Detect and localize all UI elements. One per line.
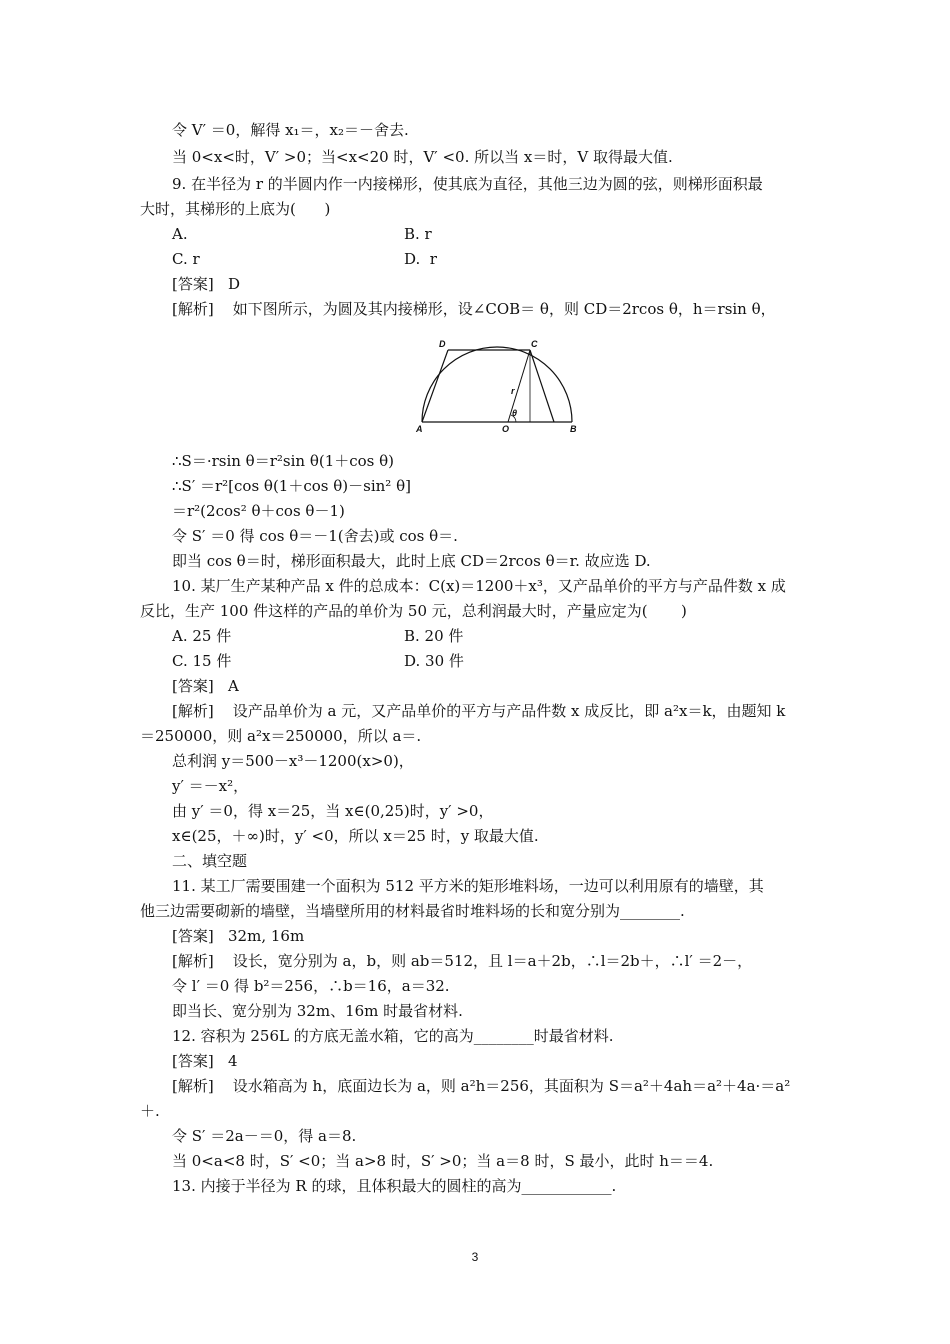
text-line <box>0 1149 950 1173</box>
line-text: x∈(25，＋∞)时，y′ <0，所以 x＝25 时，y 取最大值. <box>172 827 539 845</box>
text-line <box>0 724 950 748</box>
text-line <box>0 749 950 773</box>
text-line <box>0 974 950 998</box>
chord-ad <box>422 350 448 422</box>
text-line <box>0 474 950 498</box>
text-line <box>0 849 950 873</box>
text-line <box>0 222 950 246</box>
line-text: 11. 某工厂需要围建一个面积为 512 平方米的矩形堆料场，一边可以利用原有的墙壁，其 <box>172 877 764 895</box>
text-line <box>0 449 950 473</box>
line-text: [答案] 32m, 16m <box>172 927 305 945</box>
page-number: 3 <box>471 1250 479 1264</box>
line-text: 令 S′ ＝0 得 cos θ＝－1(舍去)或 cos θ＝. <box>172 527 458 545</box>
line-text: [解析] 设长，宽分别为 a，b，则 ab＝512，且 l＝a＋2b，∴l＝2b＋，∴l′ ＝2－， <box>172 952 753 970</box>
text-line <box>0 145 950 169</box>
text-line <box>0 272 950 296</box>
label-c: C <box>531 339 538 349</box>
line-text: 12. 容积为 256L 的方底无盖水箱，它的高为________时最省材料. <box>172 1027 614 1045</box>
line-text: A. 25 件 <box>172 627 232 645</box>
line-text: [答案] D <box>172 275 241 293</box>
option-second-column: B. 20 件 <box>404 627 464 645</box>
label-r: r <box>511 386 515 396</box>
text-line <box>0 247 950 271</box>
line-text: 总利润 y＝500－x³－1200(x>0)， <box>172 752 414 770</box>
text-line <box>0 674 950 698</box>
line-text: 令 l′ ＝0 得 b²＝256，∴b＝16，a＝32. <box>172 977 450 995</box>
line-text: [解析] 设水箱高为 h，底面边长为 a，则 a²h＝256，其面积为 S＝a²＋4ah＝a²＋4a·＝a² <box>172 1077 791 1095</box>
line-text: 即当 cos θ＝时，梯形面积最大，此时上底 CD＝2rcos θ＝r. 故应选 D. <box>172 552 651 570</box>
text-line <box>0 999 950 1023</box>
line-text: 由 y′ ＝0，得 x＝25，当 x∈(0,25)时，y′ >0， <box>172 802 494 820</box>
text-line <box>0 774 950 798</box>
option-second-column: B. r <box>404 225 432 243</box>
line-text: ∴S＝·rsin θ＝r²sin θ(1＋cos θ) <box>172 452 395 470</box>
line-text: ∴S′ ＝r²[cos θ(1＋cos θ)－sin² θ] <box>172 477 411 495</box>
text-line <box>0 1099 950 1123</box>
text-line <box>0 799 950 823</box>
line-text: 13. 内接于半径为 R 的球，且体积最大的圆柱的高为____________. <box>172 1177 617 1195</box>
text-line <box>0 874 950 898</box>
label-theta: θ <box>512 408 518 418</box>
text-line <box>0 699 950 723</box>
text-line <box>0 1049 950 1073</box>
line-text: ＋. <box>140 1102 160 1120</box>
text-line <box>0 499 950 523</box>
line-text: y′ ＝－x²， <box>172 777 249 795</box>
text-line <box>0 924 950 948</box>
text-line <box>0 574 950 598</box>
option-second-column: D. 30 件 <box>404 652 464 670</box>
label-o: O <box>502 424 510 434</box>
line-text: [解析] 设产品单价为 a 元，又产品单价的平方与产品件数 x 成反比，即 a²x＝k，由题知 k <box>172 702 786 720</box>
line-text: ＝r²(2cos² θ＋cos θ－1) <box>172 502 345 520</box>
text-line <box>0 297 950 321</box>
line-text: [答案] A <box>172 677 239 695</box>
line-text: [解析] 如下图所示，为圆及其内接梯形，设∠COB＝ θ，则 CD＝2rcos θ，h＝rsin θ， <box>172 300 776 318</box>
line-text: C. 15 件 <box>172 652 232 670</box>
chord-cb <box>530 350 554 422</box>
line-text: 令 S′ ＝2a－＝0，得 a＝8. <box>172 1127 357 1145</box>
text-line <box>0 1174 950 1198</box>
line-text: 10. 某厂生产某种产品 x 件的总成本：C(x)＝1200＋x³，又产品单价的平方与产品件数 x 成 <box>172 577 786 595</box>
label-b: B <box>570 424 577 434</box>
line-text: 当 0<x<时，V′ >0；当<x<20 时，V′ <0. 所以当 x＝时，V 取得最大值. <box>172 148 673 166</box>
text-line <box>0 549 950 573</box>
text-line <box>0 949 950 973</box>
option-second-column: D. r <box>404 250 437 268</box>
line-text: A. <box>172 225 188 243</box>
label-a: A <box>416 424 423 434</box>
line-text: 反比，生产 100 件这样的产品的单价为 50 元，总利润最大时，产量应定为( ) <box>140 602 687 620</box>
line-text: 二、填空题 <box>172 852 248 870</box>
text-line <box>0 899 950 923</box>
text-line <box>0 1124 950 1148</box>
semicircle-trapezoid-figure <box>412 336 582 436</box>
text-line <box>0 624 950 648</box>
line-text: 令 V′ ＝0，解得 x₁＝，x₂＝－舍去. <box>172 121 409 139</box>
line-text: 9. 在半径为 r 的半圆内作一内接梯形，使其底为直径，其他三边为圆的弦，则梯形面积最 <box>172 175 763 193</box>
line-text: 当 0<a<8 时，S′ <0；当 a>8 时，S′ >0；当 a＝8 时，S 最小，此时 h＝＝4. <box>172 1152 714 1170</box>
line-text: [答案] 4 <box>172 1052 238 1070</box>
line-text: 大时，其梯形的上底为( ) <box>140 200 331 218</box>
text-line <box>0 524 950 548</box>
line-text: ＝250000，则 a²x＝250000，所以 a＝. <box>140 727 422 745</box>
text-line <box>0 599 950 623</box>
text-line <box>0 1024 950 1048</box>
text-line <box>0 1074 950 1098</box>
line-text: C. r <box>172 250 200 268</box>
text-line <box>0 197 950 221</box>
text-line <box>0 172 950 196</box>
text-line <box>0 824 950 848</box>
label-d: D <box>439 339 446 349</box>
line-text: 他三边需要砌新的墙壁，当墙壁所用的材料最省时堆料场的长和宽分别为________. <box>140 902 685 920</box>
line-text: 即当长、宽分别为 32m、16m 时最省材料. <box>172 1002 463 1020</box>
text-line <box>0 649 950 673</box>
text-line <box>0 118 950 142</box>
